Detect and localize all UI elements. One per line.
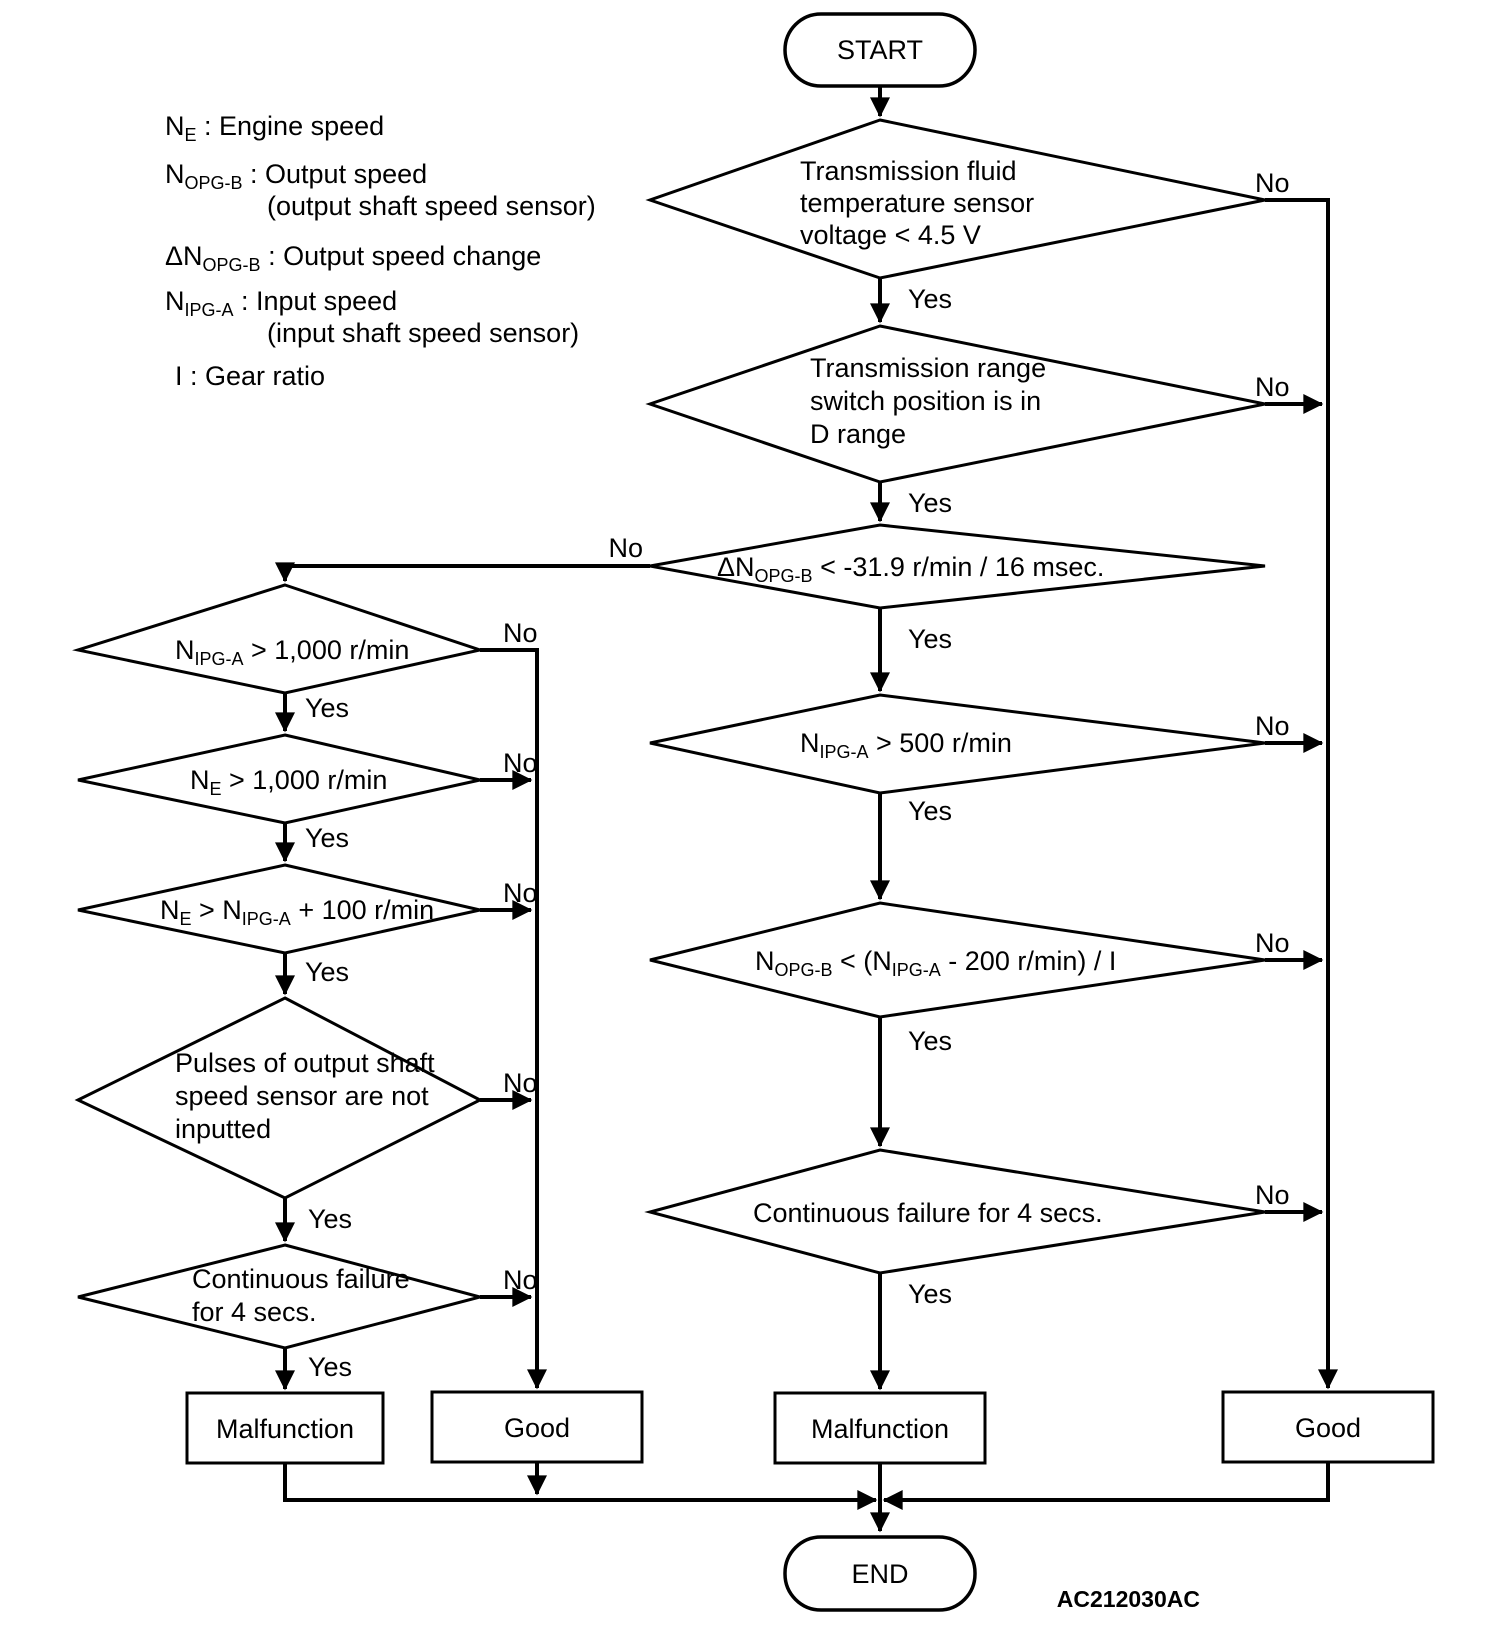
no-label-d4: No [503, 618, 538, 648]
decision-input-speed-1000 [78, 585, 480, 693]
legend-item-gear-ratio: I : Gear ratio [175, 361, 326, 391]
no-label-d11: No [1255, 1180, 1290, 1210]
box-malfunction-left-label: Malfunction [215, 1414, 355, 1444]
yes-label-d3: Yes [908, 624, 953, 654]
no-label-d3: No [608, 533, 643, 563]
yes-label-d6: Yes [305, 957, 350, 987]
decision-continuous-failure-left-line1: Continuous failure [192, 1264, 410, 1294]
decision-continuous-failure-left-line2: for 4 secs. [192, 1297, 317, 1327]
legend-item-output-speed-cont: (output shaft speed sensor) [267, 191, 596, 221]
decision-output-speed-change-label: $\Delta N_{OPG-B} < -31.9$ r/min / 16 msec. [717, 552, 1105, 586]
yes-label-d2: Yes [908, 488, 953, 518]
no-label-d5: No [503, 748, 538, 778]
no-label-d6: No [503, 878, 538, 908]
yes-label-d4: Yes [305, 693, 350, 723]
box-malfunction-right [775, 1393, 985, 1463]
figure-code: AC212030AC [1056, 1586, 1200, 1612]
no-label-d2: No [1255, 372, 1290, 402]
decision-engine-speed-1000-label: $N_E > 1,000$ r/min [190, 765, 388, 799]
no-label-d8: No [503, 1265, 538, 1295]
start-label: START [836, 35, 924, 65]
legend [165, 111, 596, 391]
decision-input-speed-1000-label: $N_{IPG-A} > 1,000$ r/min [175, 635, 410, 669]
box-good-left-label: Good [503, 1413, 571, 1443]
decision-tft-voltage-line1: Transmission fluid [800, 156, 1017, 186]
no-label-d1: No [1255, 168, 1290, 198]
no-label-d9: No [1255, 711, 1290, 741]
legend-item-engine-speed: $N_E$ : Engine speed [165, 111, 385, 145]
decision-tft-voltage [650, 120, 1265, 278]
box-good-right-label: Good [1294, 1413, 1362, 1443]
decision-engine-speed-1000 [78, 735, 480, 823]
edge-d3-no-left [285, 566, 650, 581]
end-label: END [851, 1559, 909, 1589]
decision-continuous-failure-right [650, 1150, 1265, 1273]
decision-output-speed-change [650, 525, 1265, 608]
legend-item-output-speed-change: $\Delta N_{OPG-B}$ : Output speed change [165, 241, 542, 275]
box-good-left [432, 1392, 642, 1462]
yes-label-d1: Yes [908, 284, 953, 314]
no-label-d7: No [503, 1068, 538, 1098]
edge-malfunction-left-to-merge [285, 1463, 876, 1500]
box-good-right [1223, 1392, 1433, 1462]
decision-input-speed-500 [650, 695, 1265, 793]
decision-engine-vs-input-speed-label: $N_E > N_{IPG-A} + 100$ r/min [160, 895, 435, 929]
terminal-start [785, 14, 975, 86]
yes-label-d11: Yes [908, 1279, 953, 1309]
decision-tft-voltage-line3: voltage < 4.5 V [800, 220, 981, 250]
box-malfunction-left [187, 1393, 383, 1463]
decision-range-switch-line1: Transmission range [810, 353, 1047, 383]
decision-continuous-failure-right-label: Continuous failure for 4 secs. [753, 1198, 1103, 1228]
yes-label-d10: Yes [908, 1026, 953, 1056]
legend-item-input-speed: $N_{IPG-A}$ : Input speed [165, 286, 398, 320]
yes-label-d8: Yes [308, 1352, 353, 1382]
decision-continuous-failure-left [78, 1245, 480, 1348]
decision-output-pulses-line1: Pulses of output shaft [175, 1048, 435, 1078]
edge-good-right-to-merge [884, 1462, 1328, 1500]
decision-range-switch-line3: D range [810, 419, 907, 449]
yes-label-d5: Yes [305, 823, 350, 853]
flow-edges [285, 86, 1328, 1531]
decision-output-pulses-line2: speed sensor are not [175, 1081, 429, 1111]
yes-label-d7: Yes [308, 1204, 353, 1234]
no-label-d10: No [1255, 928, 1290, 958]
decision-input-speed-500-label: $N_{IPG-A} > 500$ r/min [800, 728, 1012, 762]
legend-item-output-speed: $N_{OPG-B}$ : Output speed [165, 159, 428, 193]
decision-engine-vs-input-speed [78, 865, 480, 953]
legend-item-input-speed-cont: (input shaft speed sensor) [267, 318, 580, 348]
yes-label-d9: Yes [908, 796, 953, 826]
terminal-end [785, 1537, 975, 1610]
box-malfunction-right-label: Malfunction [810, 1414, 950, 1444]
decision-output-vs-input-ratio [650, 903, 1265, 1017]
decision-range-switch-line2: switch position is in [810, 386, 1042, 416]
decision-output-pulses [78, 998, 480, 1198]
decision-tft-voltage-line2: temperature sensor [800, 188, 1035, 218]
decision-range-switch [650, 326, 1265, 482]
decision-output-pulses-line3: inputted [175, 1114, 272, 1144]
decision-output-vs-input-ratio-label: $N_{OPG-B} < (N_{IPG-A} - 200$ r/min) / I [755, 946, 1117, 980]
